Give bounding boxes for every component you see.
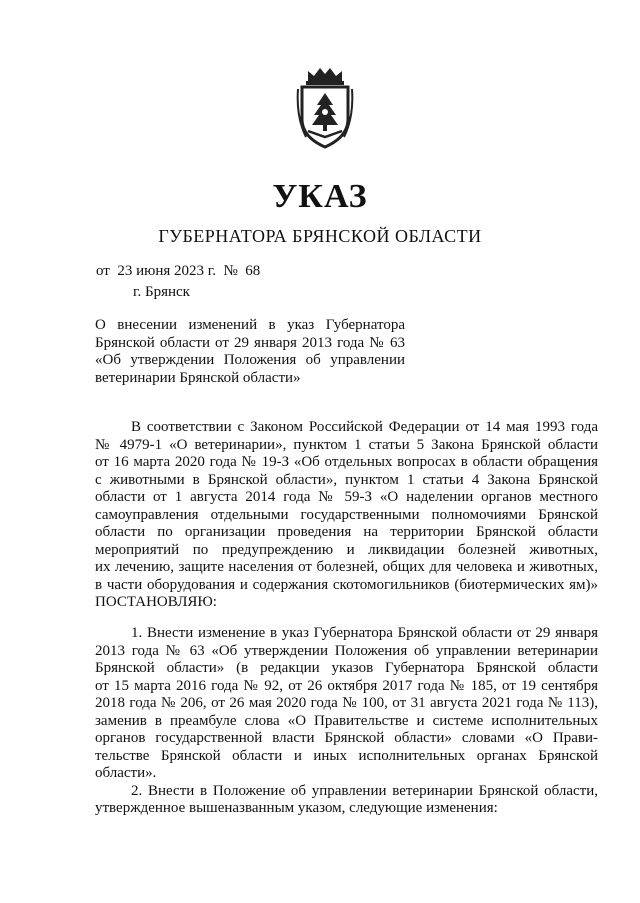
- heading-line: Брянской области от 29 января 2013 года № 63: [95, 334, 405, 351]
- preamble-line: с животными в Брянской области», пунктом 1 статьи 4 Закона Брянской: [95, 471, 598, 488]
- item-line: 2. Внести в Положение об управлении ветеринарии Брянской области,: [131, 782, 598, 799]
- document-subtitle: ГУБЕРНАТОРА БРЯНСКОЙ ОБЛАСТИ: [158, 226, 482, 246]
- preamble-line: мероприятий по предупреждению и ликвидации болезней животных,: [95, 541, 598, 558]
- item-line: от 15 марта 2016 года № 92, от 26 октября 2017 года № 185, от 19 сентября: [95, 677, 598, 694]
- item-line: заменив в преамбуле слова «О Правительстве и системе исполнительных: [95, 712, 598, 729]
- item-line: 2013 года № 63 «Об утверждении Положения об управлении ветеринарии: [95, 642, 598, 659]
- preamble-line: области от 1 августа 2014 года № 59-З «О наделении органов местного: [95, 489, 598, 505]
- item-line: тельстве Брянской области и иных исполнительных органах Брянской: [95, 747, 598, 764]
- preamble-line: самоуправления отдельными государственными полномочиями Брянской: [95, 506, 598, 523]
- preamble-line: № 4979-1 «О ветеринарии», пунктом 1 статьи 5 Закона Брянской области: [95, 436, 598, 453]
- preamble-line: в части оборудования и содержания скотомогильников (биотермических ям)»: [95, 576, 598, 593]
- item-line: области».: [95, 765, 157, 781]
- items-section: [95, 625, 598, 818]
- preamble-decree-word: ПОСТАНОВЛЯЮ:: [95, 594, 217, 610]
- heading-line: О внесении изменений в указ Губернатора: [95, 317, 405, 333]
- preamble-paragraph: [95, 419, 598, 612]
- item-line: 1. Внести изменение в указ Губернатора Брянской области от 29 января: [131, 625, 598, 641]
- item-line: 2018 года № 206, от 26 мая 2020 года № 100, от 31 августа 2021 года № 113),: [95, 695, 598, 711]
- preamble-line: области по организации проведения на территории Брянской области: [95, 524, 598, 540]
- preamble-line: от 16 марта 2020 года № 19-З «Об отдельных вопросах в области обращения: [95, 454, 598, 470]
- item-line: органов государственной власти Брянской области» словами «О Прави-: [95, 730, 598, 746]
- document-title: УКАЗ: [272, 178, 368, 215]
- preamble-line: их лечению, защите населения от болезней, общих для человека и животных,: [95, 559, 598, 575]
- document-dateline: от 23 июня 2023 г. № 68: [96, 263, 261, 279]
- document-heading: [95, 317, 405, 387]
- heading-line: ветеринарии Брянской области»: [95, 369, 301, 386]
- bryansk-coat-of-arms-icon: [296, 67, 354, 149]
- preamble-line: В соответствии с Законом Российской Федерации от 14 мая 1993 года: [131, 419, 598, 435]
- item-line: Брянской области» (в редакции указов Губернатора Брянской области: [95, 660, 598, 676]
- document-city: г. Брянск: [133, 284, 190, 300]
- heading-line: «Об утверждении Положения об управлении: [95, 352, 405, 368]
- item-line: утвержденное вышеназванным указом, следующие изменения:: [95, 800, 498, 816]
